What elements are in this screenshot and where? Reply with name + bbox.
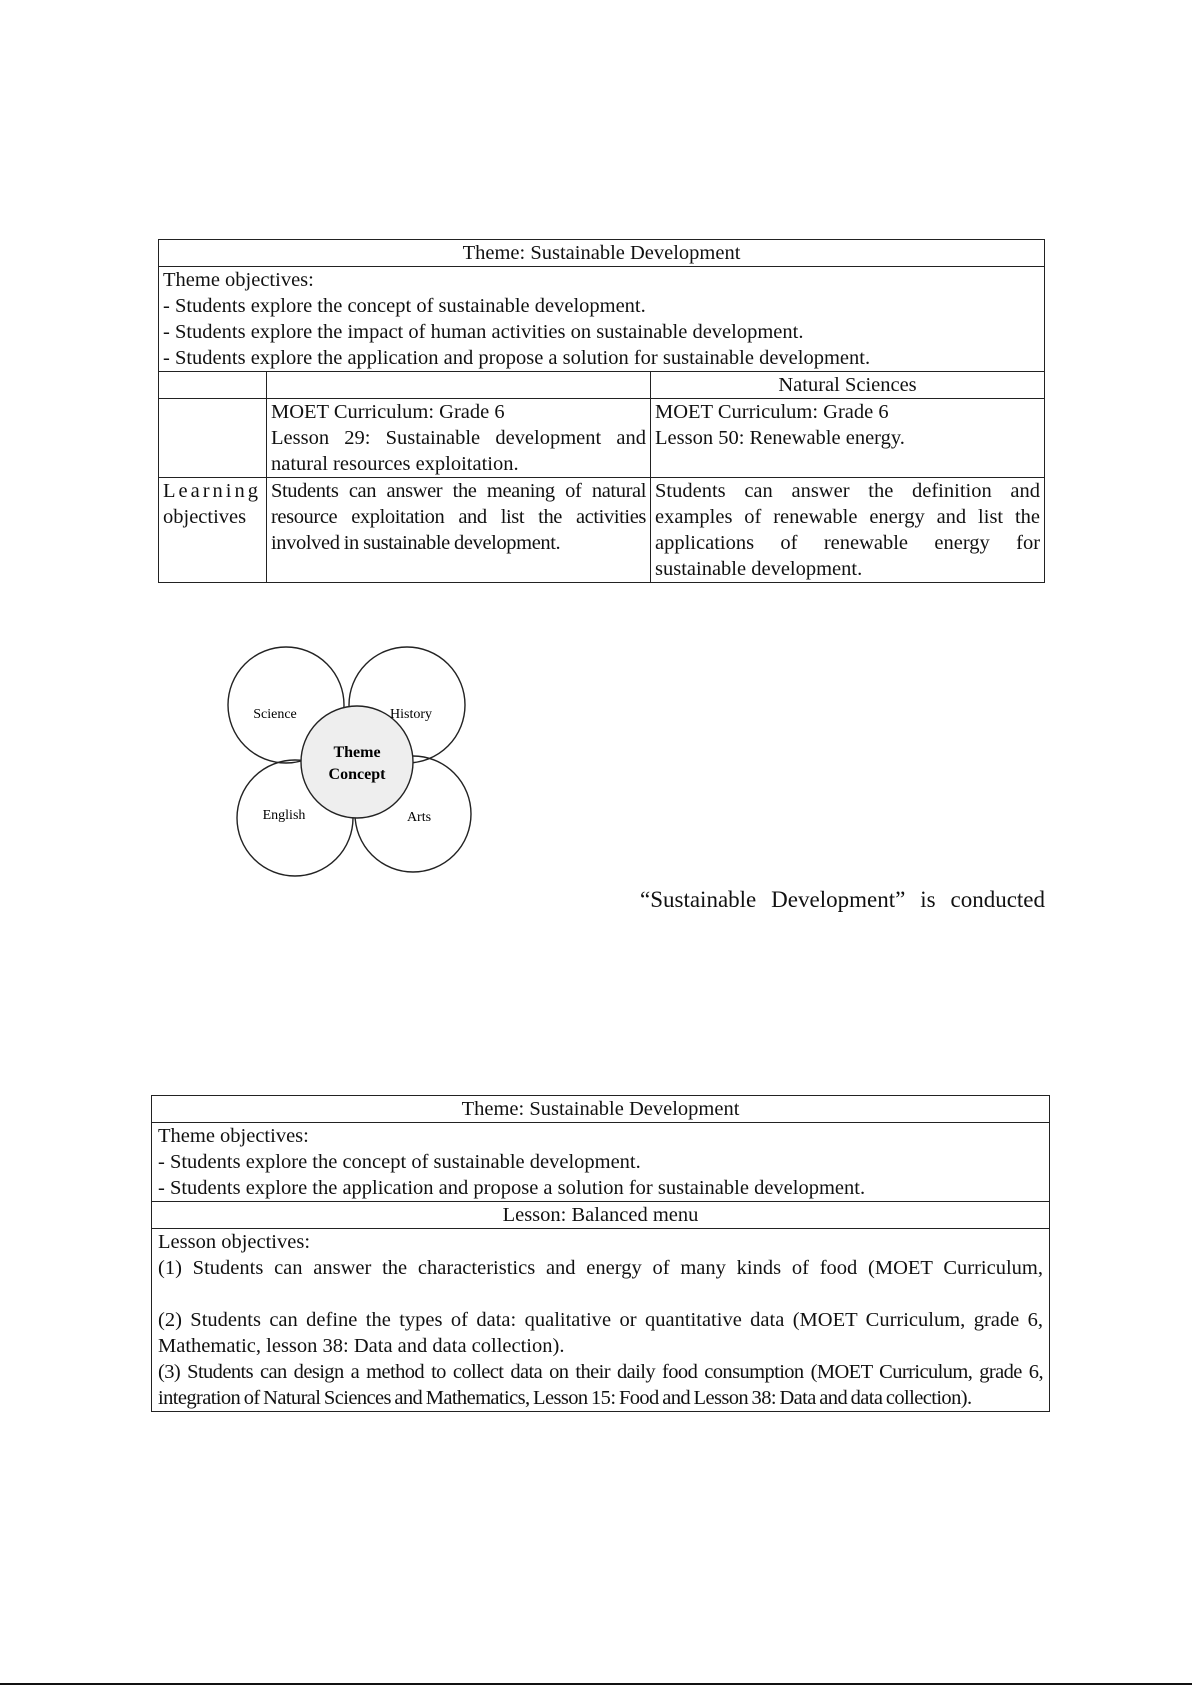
table-row [152,1123,1050,1202]
table-row [159,399,1045,478]
lesson-objective-item: (1) Students can answer the characteristics and energy of many kinds of food (MOET Curriculum, [158,1257,1043,1279]
objectives-heading: Theme objectives: [158,1125,309,1147]
science-label: Science [253,707,297,722]
theme-header: Theme: Sustainable Development [159,240,1045,267]
arts-label: Arts [406,810,432,825]
curriculum-lesson: Lesson 50: Renewable energy. [655,427,905,449]
curriculum-right-cell [651,399,1045,478]
table-row [152,1202,1050,1229]
objective-item: - Students explore the concept of sustainable development. [158,1151,641,1173]
curriculum-left-cell [267,399,651,478]
theme-objectives-cell [159,267,1045,372]
objectives-heading: Theme objectives: [163,269,314,291]
learning-objectives-label [159,478,267,583]
objective-item: - Students explore the impact of human activities on sustainable development. [163,321,804,343]
learning-label-line: objectives [163,506,247,528]
learning-objectives-left: Students can answer the meaning of natural resource exploitation and list the activities involved in sustainable development. [267,478,651,583]
curriculum-grade: MOET Curriculum: Grade 6 [271,401,505,423]
learning-label-line: Learning [163,480,261,502]
table-row [159,240,1045,267]
natural-sciences-column-header: Natural Sciences [651,372,1045,399]
theme-objectives-cell [152,1123,1050,1202]
theme-concept-circle [301,706,413,818]
lesson-header: Lesson: Balanced menu [152,1202,1050,1229]
table-row [152,1229,1050,1412]
objective-item: - Students explore the application and propose a solution for sustainable development. [158,1177,866,1199]
lesson-objectives-heading: Lesson objectives: [158,1231,311,1253]
center-label-line2: Concept [328,766,386,783]
empty-cell [267,372,651,399]
center-label-line1: Theme [333,744,381,761]
lesson-objective-item: (3) Students can design a method to collect data on their daily food consumption (MOET Curriculum, grade 6, integration of Natural Sciences and Mathematics, Lesson 15: Food and Lesson 38: Data and data collection). [158,1361,1043,1409]
learning-objectives-right: Students can answer the definition and examples of renewable energy and list the applications of renewable energy for sustainable development. [651,478,1045,583]
lesson-objectives-cell [152,1229,1050,1412]
theme-header: Theme: Sustainable Development [152,1096,1050,1123]
objective-item: - Students explore the application and propose a solution for sustainable development. [163,347,871,369]
english-label: English [262,808,306,823]
empty-cell [159,372,267,399]
theme-concept-venn-diagram [226,640,488,882]
body-text-fragment: “Sustainable Development” is conducted [640,887,1045,912]
history-label: History [390,707,432,722]
curriculum-grade: MOET Curriculum: Grade 6 [655,401,889,423]
empty-cell [159,399,267,478]
objective-item: - Students explore the concept of sustainable development. [163,295,646,317]
table-row [159,267,1045,372]
sustainable-development-lesson-table [158,239,1045,583]
lesson-objective-item: (2) Students can define the types of data: qualitative or quantitative data (MOET Curriculum, grade 6, Mathematic, lesson 38: Data and data collection). [158,1309,1043,1357]
table-row [159,478,1045,583]
balanced-menu-lesson-table [151,1095,1050,1412]
curriculum-lesson: Lesson 29: Sustainable development and natural resources exploitation. [271,427,646,475]
table-row [159,372,1045,399]
blank-line [158,1281,1043,1307]
table-row [152,1096,1050,1123]
